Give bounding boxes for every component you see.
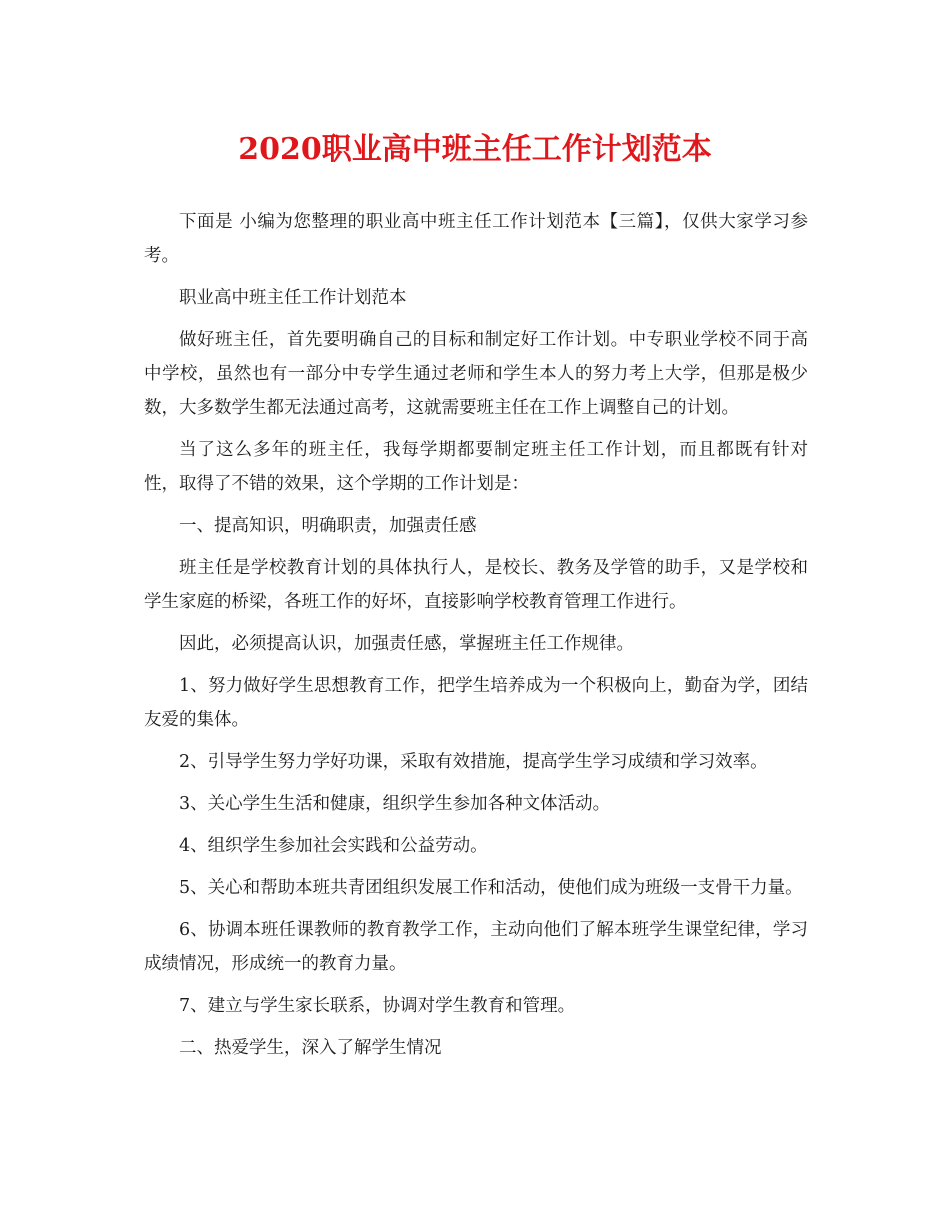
- list-item: 2、引导学生努力学好功课，采取有效措施，提高学生学习成绩和学习效率。: [179, 752, 768, 772]
- paragraph: 做好班主任，首先要明确自己的目标和制定好工作计划。中专职业学校不同于高中学校，虽然也有一部分中专学生通过老师和学生本人的努力考上大学，但那是极少数，大多数学生都无法通过高考，这就需要班主任在工作上调整自己的计划。: [144, 330, 808, 418]
- paragraph: 班主任是学校教育计划的具体执行人，是校长、教务及学管的助手，又是学校和学生家庭的桥梁，各班工作的好坏，直接影响学校教育管理工作进行。: [144, 558, 808, 612]
- list-item: 1、努力做好学生思想教育工作，把学生培养成为一个积极向上，勤奋为学，团结友爱的集体。: [144, 676, 808, 730]
- section-heading: 二、热爱学生，深入了解学生情况: [179, 1038, 442, 1058]
- document-title: 2020职业高中班主任工作计划范本: [238, 132, 712, 167]
- list-item: 3、关心学生生活和健康，组织学生参加各种文体活动。: [179, 794, 611, 814]
- list-item: 7、建立与学生家长联系，协调对学生教育和管理。: [179, 996, 576, 1016]
- document-body: [144, 205, 808, 1073]
- paragraph: 下面是 小编为您整理的职业高中班主任工作计划范本【三篇】，仅供大家学习参考。: [144, 212, 808, 266]
- section-heading: 职业高中班主任工作计划范本: [179, 288, 407, 308]
- paragraph: 因此，必须提高认识，加强责任感，掌握班主任工作规律。: [179, 634, 634, 654]
- list-item: 4、组织学生参加社会实践和公益劳动。: [179, 836, 488, 856]
- list-item: 6、协调本班任课教师的教育教学工作，主动向他们了解本班学生课堂纪律，学习成绩情况，形成统一的教育力量。: [144, 920, 808, 974]
- list-item: 5、关心和帮助本班共青团组织发展工作和活动，使他们成为班级一支骨干力量。: [179, 878, 803, 898]
- section-heading: 一、提高知识，明确职责，加强责任感: [179, 516, 477, 536]
- paragraph: 当了这么多年的班主任，我每学期都要制定班主任工作计划，而且都既有针对性，取得了不错的效果，这个学期的工作计划是：: [144, 440, 808, 494]
